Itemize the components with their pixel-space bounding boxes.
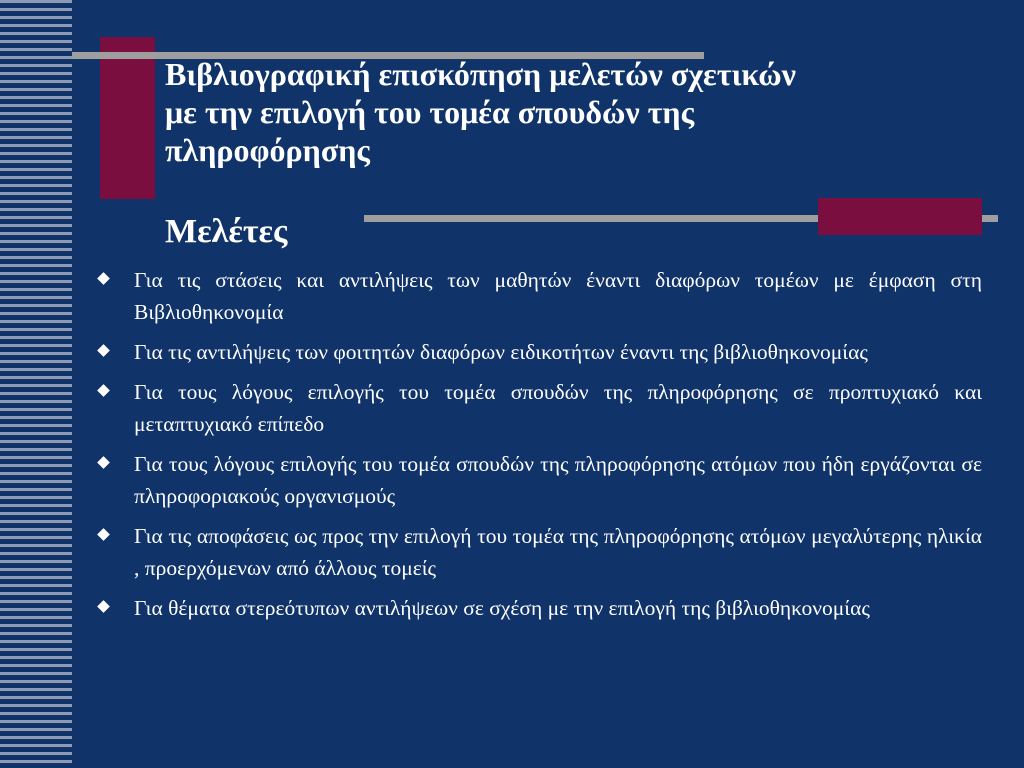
- slide-title: Βιβλιογραφική επισκόπηση μελετών σχετικών με την επιλογή του τομέα σπουδών της πληροφόρησης: [165, 56, 796, 168]
- crimson-accent-block: [100, 37, 155, 199]
- bullet-text: Για θέματα στερεότυπων αντιλήψεων σε σχέση με την επιλογή της βιβλιοθηκονομίας: [134, 596, 870, 620]
- diamond-bullet-icon: [97, 456, 110, 469]
- bullet-item: [96, 592, 982, 624]
- crimson-accent-bar: [818, 198, 982, 235]
- bullet-item: [96, 376, 982, 440]
- decorative-stripes: [0, 0, 72, 768]
- bullet-text: Για τις αποφάσεις ως προς την επιλογή του τομέα της πληροφόρησης ατόμων μεγαλύτερης ηλικία , προερχόμενων από άλλους τομείς: [134, 524, 982, 580]
- diamond-bullet-icon: [97, 344, 110, 357]
- diamond-bullet-icon: [97, 528, 110, 541]
- bullet-text: Για τους λόγους επιλογής του τομέα σπουδών της πληροφόρησης σε προπτυχιακό και μεταπτυχιακό επίπεδο: [134, 380, 982, 436]
- bullet-text: Για τις στάσεις και αντιλήψεις των μαθητών έναντι διαφόρων τομέων με έμφαση στη Βιβλιοθηκονομία: [134, 268, 982, 324]
- diamond-bullet-icon: [97, 384, 110, 397]
- bullet-item: [96, 520, 982, 584]
- bullet-item: [96, 448, 982, 512]
- bullet-item: [96, 264, 982, 328]
- bullet-item: [96, 336, 982, 368]
- slide-subtitle: Μελέτες: [165, 213, 288, 250]
- bullet-text: Για τις αντιλήψεις των φοιτητών διαφόρων ειδικοτήτων έναντι της βιβλιοθηκονομίας: [134, 340, 868, 364]
- diamond-bullet-icon: [97, 272, 110, 285]
- bullet-text: Για τους λόγους επιλογής του τομέα σπουδών της πληροφόρησης ατόμων που ήδη εργάζονται σε πληροφοριακούς οργανισμούς: [134, 452, 982, 508]
- diamond-bullet-icon: [97, 600, 110, 613]
- bullet-list: [96, 264, 982, 632]
